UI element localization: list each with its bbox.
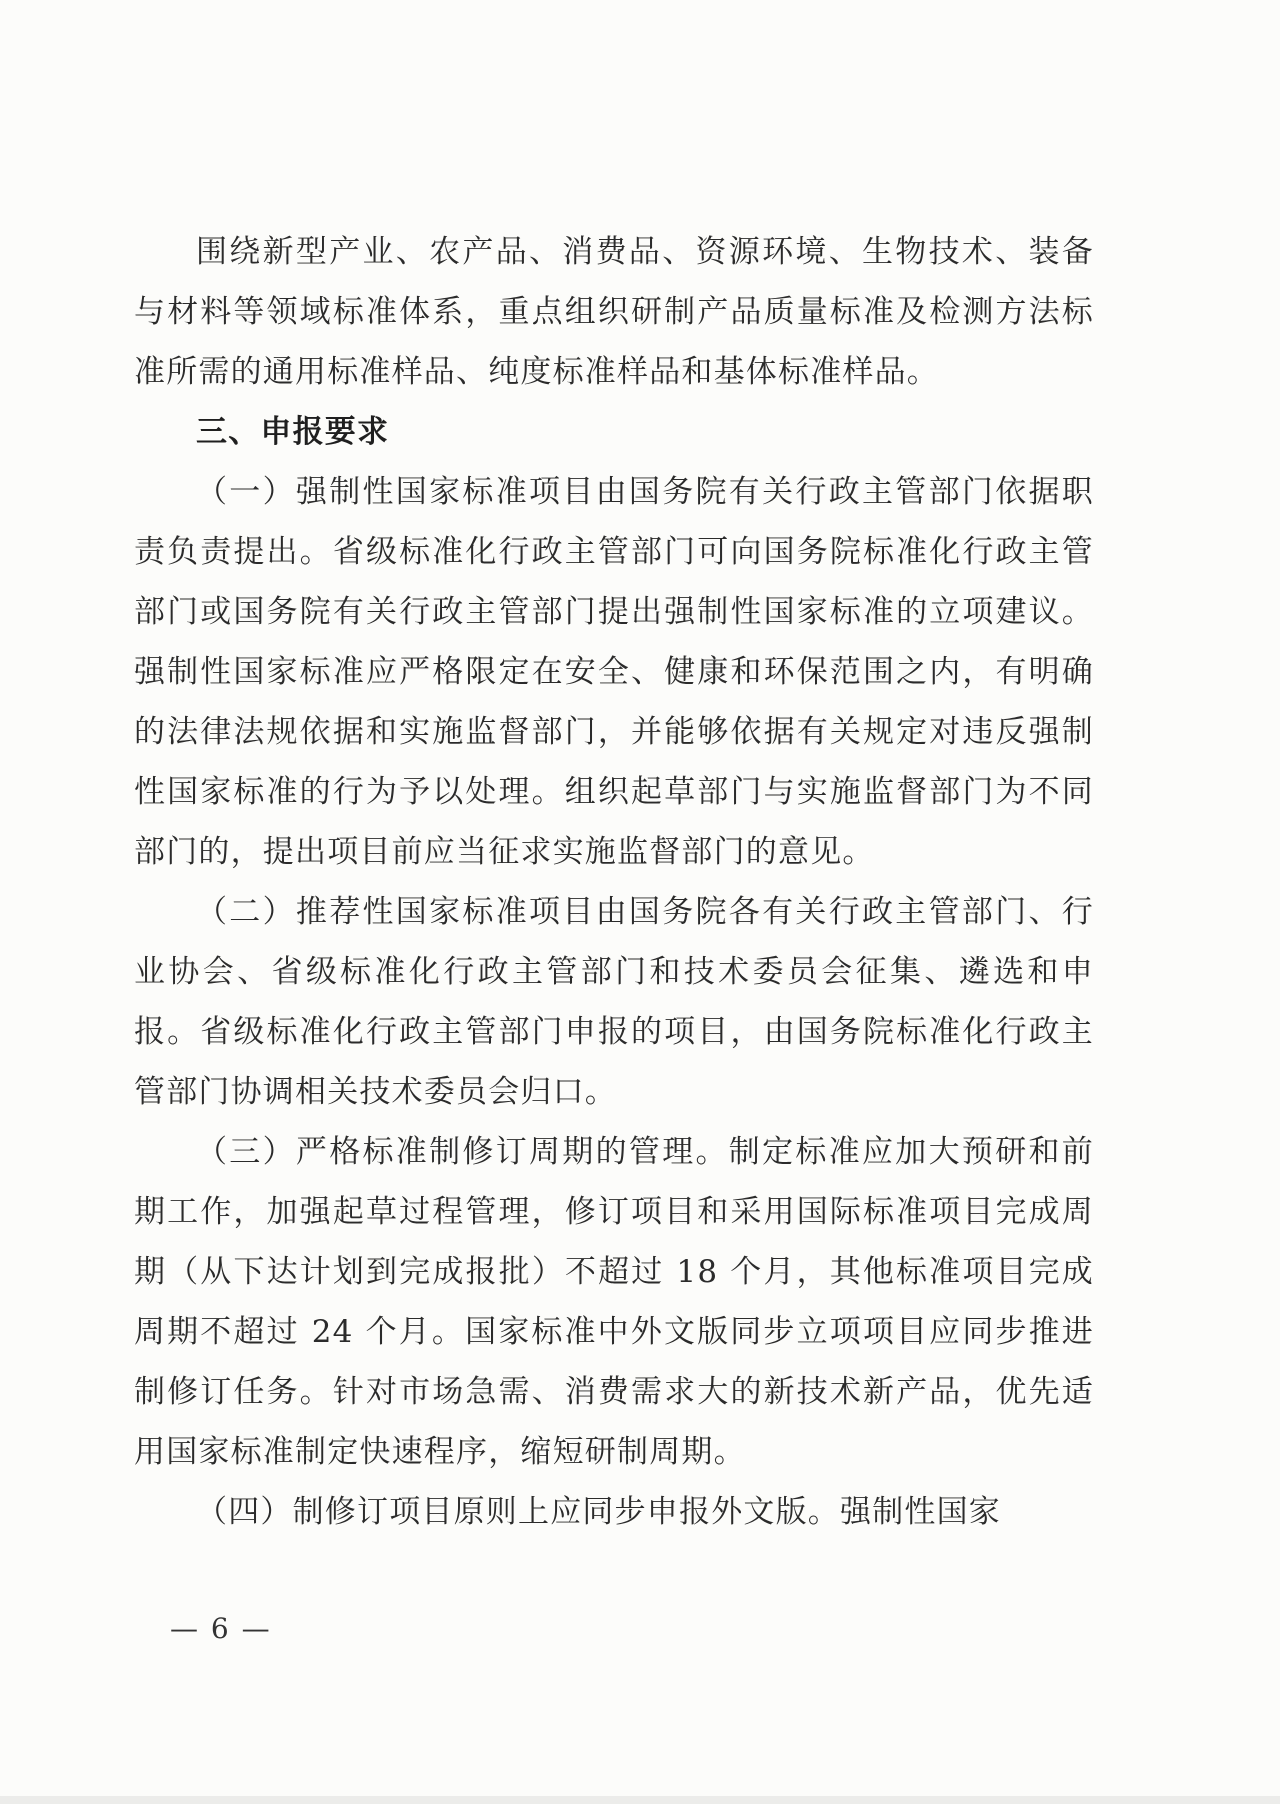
- paragraph-item-1: （一）强制性国家标准项目由国务院有关行政主管部门依据职责负责提出。省级标准化行政主管部门可向国务院标准化行政主管部门或国务院有关行政主管部门提出强制性国家标准的立项建议。强制性国家标准应严格限定在安全、健康和环保范围之内，有明确的法律法规依据和实施监督部门，并能够依据有关规定对违反强制性国家标准的行为予以处理。组织起草部门与实施监督部门为不同部门的，提出项目前应当征求实施监督部门的意见。: [134, 474, 1094, 870]
- paragraph-item-3: （三）严格标准制修订周期的管理。制定标准应加大预研和前期工作，加强起草过程管理，修订项目和采用国际标准项目完成周期（从下达计划到完成报批）不超过 18 个月，其他标准项目完成周期不超过 24 个月。国家标准中外文版同步立项项目应同步推进制修订任务。针对市场急需、消费需求大的新技术新产品，优先适用国家标准制定快速程序，缩短研制周期。: [134, 1134, 1094, 1470]
- paragraph-item-4: （四）制修订项目原则上应同步申报外文版。强制性国家: [196, 1494, 1001, 1530]
- paragraph-item-2: （二）推荐性国家标准项目由国务院各有关行政主管部门、行业协会、省级标准化行政主管部门和技术委员会征集、遴选和申报。省级标准化行政主管部门申报的项目，由国务院标准化行政主管部门协调相关技术委员会归口。: [134, 894, 1094, 1110]
- page-number: — 6 —: [170, 1612, 272, 1645]
- document-body: [134, 222, 1094, 1542]
- paragraph-standard-samples: 围绕新型产业、农产品、消费品、资源环境、生物技术、装备与材料等领域标准体系，重点组织研制产品质量标准及检测方法标准所需的通用标准样品、纯度标准样品和基体标准样品。: [134, 234, 1094, 390]
- section-heading: 三、申报要求: [196, 414, 390, 450]
- page-bottom-edge: [0, 1796, 1280, 1804]
